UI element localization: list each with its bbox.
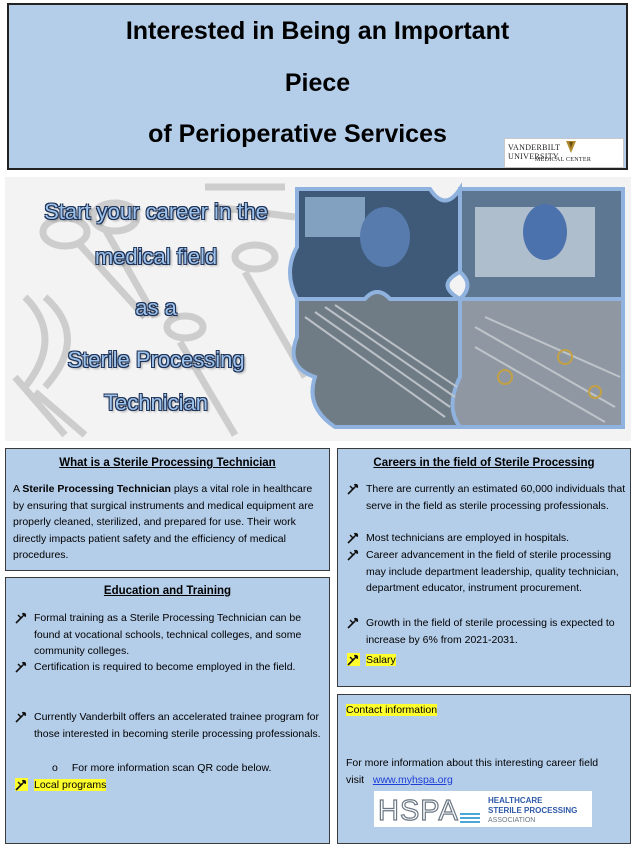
education-subitem-text: For more information scan QR code below. bbox=[71, 762, 272, 774]
careers-item bbox=[344, 481, 628, 514]
scalpel-icon bbox=[347, 531, 360, 544]
hspa-logo bbox=[374, 791, 592, 827]
education-item-text: Currently Vanderbilt offers an accelerated trainee program for those interested in becoming sterile processing professionals. bbox=[34, 711, 321, 740]
hspa-logo-graphic bbox=[374, 791, 592, 827]
banner-line2: medical field bbox=[94, 244, 218, 269]
what-is-intro: A bbox=[13, 483, 23, 495]
scalpel-icon bbox=[15, 778, 28, 791]
scalpel-icon bbox=[347, 616, 360, 629]
header-panel bbox=[7, 3, 628, 170]
careers-item bbox=[344, 547, 628, 597]
logo-vanderbilt-text: VANDERBILT bbox=[508, 143, 561, 152]
contact-text bbox=[346, 755, 624, 788]
scalpel-icon bbox=[15, 710, 28, 723]
careers-item bbox=[344, 615, 628, 648]
scalpel-icon bbox=[15, 660, 28, 673]
sub-bullet-marker: o bbox=[52, 762, 58, 774]
hspa-line1: HEALTHCARE bbox=[488, 796, 543, 805]
banner-line4: Sterile Processing bbox=[67, 347, 245, 372]
scalpel-icon bbox=[347, 548, 360, 561]
careers-item-text: There are currently an estimated 60,000 individuals that serve in the field as sterile processing professionals. bbox=[366, 483, 626, 512]
salary-text: Salary bbox=[366, 654, 396, 666]
oak-leaf-icon bbox=[566, 141, 576, 153]
what-is-description bbox=[13, 481, 325, 564]
logo-medical-center-text: MEDICAL CENTER bbox=[535, 157, 592, 163]
education-title: Education and Training bbox=[103, 585, 232, 597]
careers-item bbox=[344, 530, 628, 547]
career-banner bbox=[5, 177, 631, 441]
education-subitem bbox=[52, 760, 322, 776]
hspa-website-link[interactable]: www.myhspa.org bbox=[372, 773, 453, 786]
scalpel-icon bbox=[15, 611, 28, 624]
careers-item-text: Most technicians are employed in hospitals. bbox=[366, 532, 570, 544]
scalpel-icon bbox=[347, 482, 360, 495]
contact-title: Contact information bbox=[346, 704, 438, 716]
banner-line3: as a bbox=[135, 295, 177, 320]
local-programs-text: Local programs bbox=[34, 779, 107, 791]
hspa-line3: ASSOCIATION bbox=[488, 817, 536, 824]
education-item-text: Formal training as a Sterile Processing Technician can be found at vocational schools, technical colleges, and some community colleges. bbox=[34, 612, 302, 657]
contact-text-body: For more information about this interesting career field visit bbox=[346, 757, 599, 786]
logo-university-text: UNIVERSITY bbox=[508, 152, 559, 161]
education-item-text: Certification is required to become employed in the field. bbox=[34, 661, 296, 673]
scalpel-icon bbox=[347, 653, 360, 666]
what-is-title: What is a Sterile Processing Technician bbox=[59, 457, 276, 469]
local-programs-item[interactable] bbox=[12, 777, 324, 794]
education-item bbox=[12, 659, 324, 676]
careers-item-text: Growth in the field of sterile processing is expected to increase by 6% from 2021-2031. bbox=[366, 617, 615, 646]
careers-item-text: Career advancement in the field of sterile processing may include department leadership, quality technician, department educator, instrument procurement. bbox=[366, 549, 619, 594]
page-title-line3: of Perioperative Services bbox=[148, 120, 447, 148]
education-panel bbox=[5, 577, 330, 844]
page-title-line2: Piece bbox=[284, 69, 351, 97]
careers-title: Careers in the field of Sterile Processing bbox=[373, 457, 595, 469]
banner-line1: Start your career in the bbox=[44, 199, 268, 224]
education-item bbox=[12, 610, 324, 660]
what-is-body: plays a vital role in healthcare by ensuring that surgical instruments and medical equipment are properly cleaned, sterilized, and prepared for use. Their work directly impacts patient safety and the efficiency of medical procedures. bbox=[13, 483, 314, 561]
careers-panel bbox=[337, 448, 631, 687]
vanderbilt-logo bbox=[504, 138, 624, 168]
banner-line5: Technician bbox=[104, 390, 208, 415]
page-title-line1: Interested in Being an Important bbox=[125, 17, 510, 45]
salary-item[interactable] bbox=[344, 652, 628, 669]
hspa-line2: STERILE PROCESSING bbox=[488, 806, 578, 815]
what-is-panel bbox=[5, 448, 330, 571]
what-is-term: Sterile Processing Technician bbox=[22, 483, 171, 495]
contact-panel bbox=[337, 694, 631, 844]
education-item bbox=[12, 709, 324, 742]
hspa-letters: HSPA bbox=[378, 795, 459, 827]
